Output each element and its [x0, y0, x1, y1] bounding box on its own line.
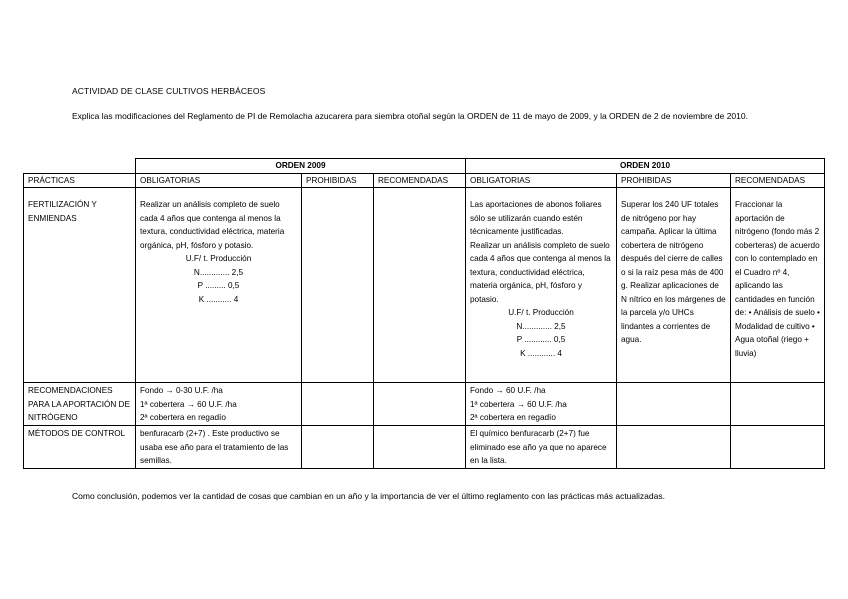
col-2010-prohibidas: PROHIBIDAS — [617, 173, 731, 188]
table-row-nitrogeno — [24, 383, 825, 426]
row3-2009-prohibidas — [302, 426, 374, 469]
row2-practica: RECOMENDACIONES PARA LA APORTACIÓN DE NITRÓGENO — [24, 383, 136, 426]
table-row-metodos-control — [24, 426, 825, 469]
activity-heading: ACTIVIDAD DE CLASE CULTIVOS HERBÁCEOS — [72, 86, 266, 96]
row3-practica: MÉTODOS DE CONTROL — [24, 426, 136, 469]
group-header-row — [24, 159, 825, 174]
row1-2009-recomendadas — [374, 188, 466, 383]
col-2010-obligatorias: OBLIGATORIAS — [466, 173, 617, 188]
col-2009-recomendadas: RECOMENDADAS — [374, 173, 466, 188]
intro-paragraph: Explica las modificaciones del Reglamento de PI de Remolacha azucarera para siembra otoñal según la ORDEN de 11 de mayo de 2009, y la ORDEN de 2 de noviembre de 2010. — [72, 111, 748, 121]
comparison-table — [23, 158, 825, 469]
row1-practica: FERTILIZACIÓN Y ENMIENDAS — [24, 188, 136, 383]
orden-2010-header: ORDEN 2010 — [466, 159, 825, 174]
orden-2009-header: ORDEN 2009 — [136, 159, 466, 174]
col-2010-recomendadas: RECOMENDADAS — [731, 173, 825, 188]
column-header-row — [24, 173, 825, 188]
row3-2010-recomendadas — [731, 426, 825, 469]
row2-2009-obligatorias: Fondo → 0-30 U.F. /ha 1ª cobertera → 60 U.F. /ha 2ª cobertera en regadío — [136, 383, 302, 426]
row1-2009-uf-values: U.F/ t. Producción N............. 2,5 P ......... 0,5 K ........... 4 — [185, 254, 252, 304]
row1-2009-obligatorias-text: Realizar un análisis completo de suelo cada 4 años que contenga al menos la textura, conductividad eléctrica, materia orgánica, pH, fósforo y potasio. — [140, 200, 285, 250]
row1-2010-recomendadas: Fraccionar la aportación de nitrógeno (fondo más 2 coberteras) de acuerdo con lo contemplado en el Cuadro nº 4, aplicando las cantidades en función de: • Análisis de suelo • Modalidad de cultivo • Agua otoñal (riego + lluvia) — [731, 188, 825, 383]
col-practicas: PRÁCTICAS — [24, 173, 136, 188]
row1-2010-prohibidas: Superar los 240 UF totales de nitrógeno por hay campaña. Aplicar la última cobertera de nitrógeno después del cierre de calles o si la raíz pesa más de 400 g. Realizar aplicaciones de N nítrico en los márgenes de la parcela y/o UHCs lindantes a corrientes de agua. — [617, 188, 731, 383]
row2-2009-prohibidas — [302, 383, 374, 426]
row3-2010-prohibidas — [617, 426, 731, 469]
row3-2009-recomendadas — [374, 426, 466, 469]
row1-2010-obligatorias-text: Las aportaciones de abonos foliares sólo se utilizarán cuando estén técnicamente justificadas. Realizar un análisis completo de suelo cada 4 años que contenga al menos la textura, conductividad eléctrica, materia orgánica, pH, fósforo y potasio. — [470, 200, 611, 304]
row3-2010-obligatorias: El químico benfuracarb (2+7) fue eliminado ese año ya que no aparece en la lista. — [466, 426, 617, 469]
col-2009-prohibidas: PROHIBIDAS — [302, 173, 374, 188]
row1-2009-obligatorias — [136, 188, 302, 383]
row2-2010-recomendadas — [731, 383, 825, 426]
table-row-fertilizacion — [24, 188, 825, 383]
blank-corner-cell — [24, 159, 136, 174]
row2-2009-recomendadas — [374, 383, 466, 426]
row1-2009-prohibidas — [302, 188, 374, 383]
row2-2010-prohibidas — [617, 383, 731, 426]
row2-2010-obligatorias: Fondo → 60 U.F. /ha 1ª cobertera → 60 U.F. /ha 2ª cobertera en regadío — [466, 383, 617, 426]
conclusion-paragraph: Como conclusión, podemos ver la cantidad de cosas que cambian en un año y la importancia de ver el último reglamento con las prácticas más actualizadas. — [72, 491, 665, 501]
row3-2009-obligatorias: benfuracarb (2+7) . Este productivo se usaba ese año para el tratamiento de las semillas. — [136, 426, 302, 469]
row1-2010-obligatorias — [466, 188, 617, 383]
row1-2010-uf-values: U.F/ t. Producción N............. 2,5 P ............ 0,5 K ............ 4 — [508, 308, 574, 358]
col-2009-obligatorias: OBLIGATORIAS — [136, 173, 302, 188]
